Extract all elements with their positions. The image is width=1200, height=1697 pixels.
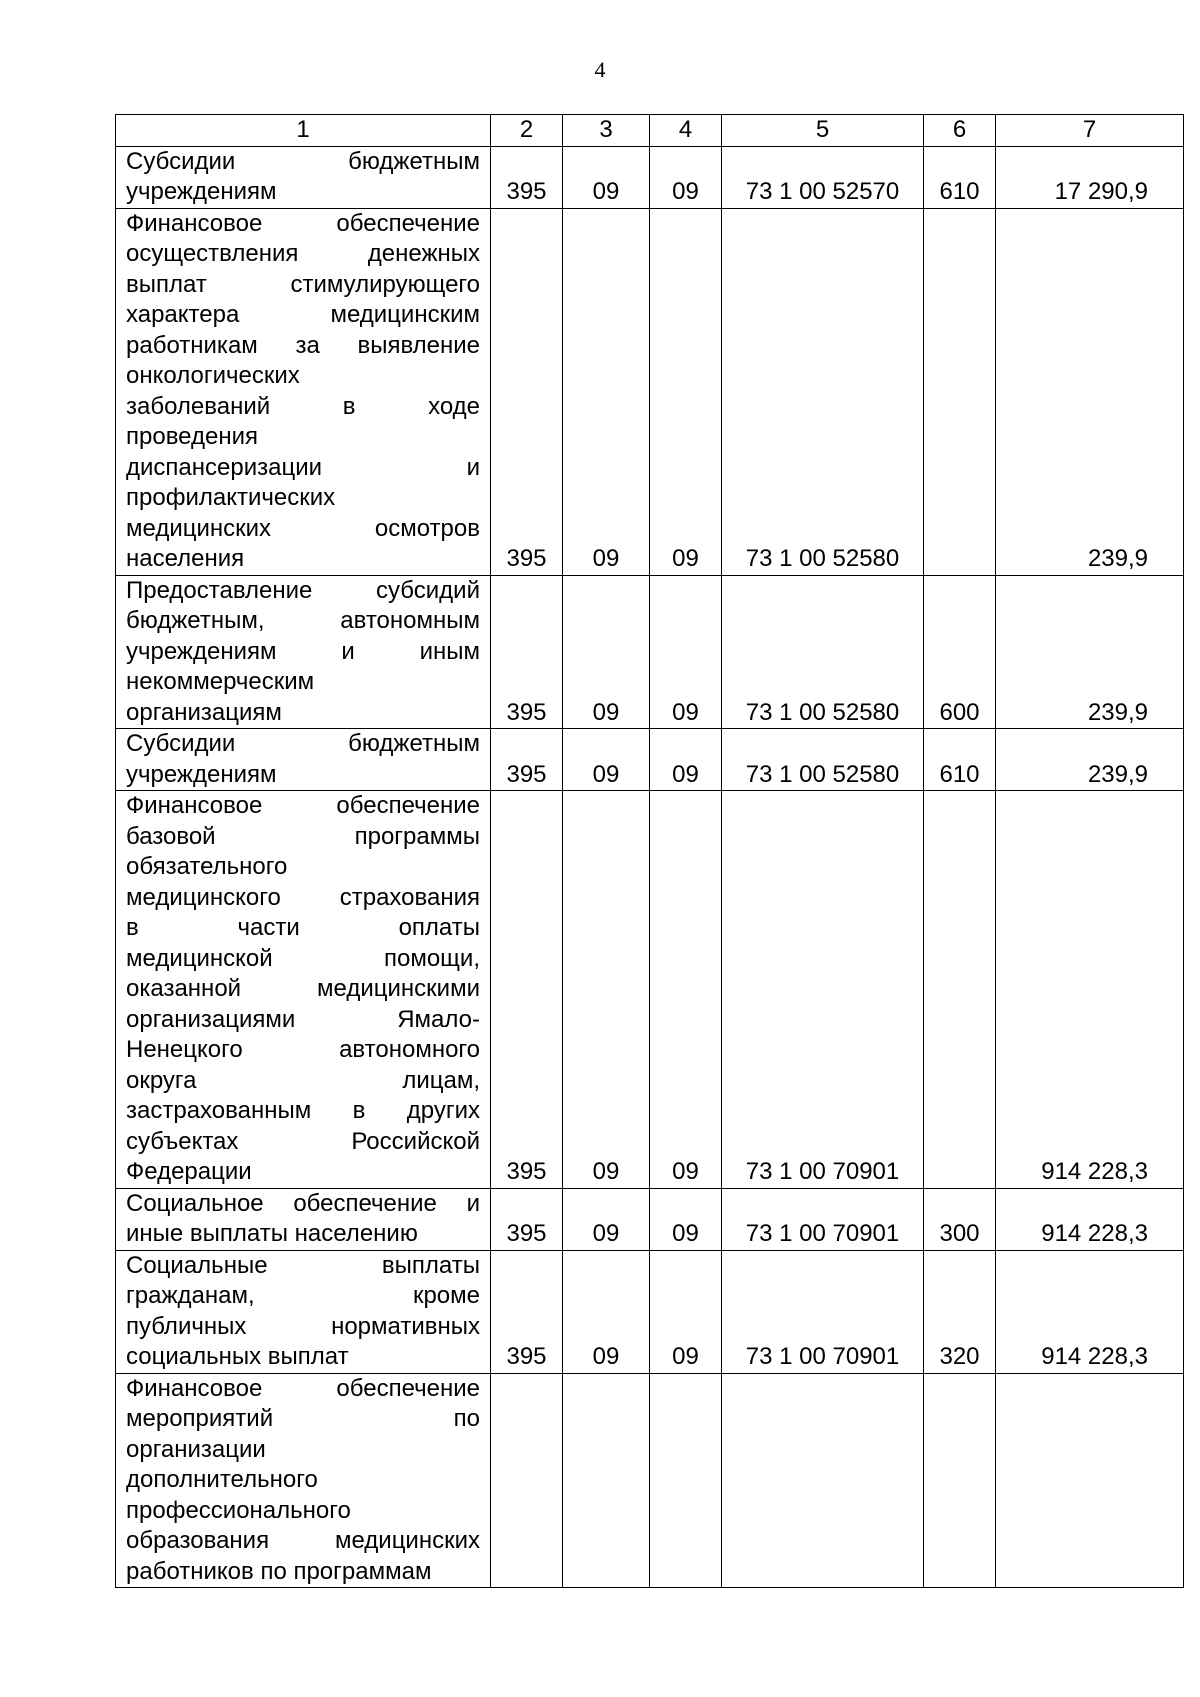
column-header: 7 (996, 115, 1184, 147)
row-name-line: Ненецкого автономного (126, 1036, 480, 1063)
row-name-line: застрахованным в других (126, 1097, 480, 1124)
row-name-line: работников по программам (126, 1557, 432, 1585)
row-name-line: диспансеризации и (126, 453, 480, 481)
row-name-line: Предоставление субсидий (126, 576, 480, 604)
admin-code-cell: 395 (491, 208, 563, 575)
admin-code-cell: 395 (491, 729, 563, 791)
row-name-line: работникам за выявление (126, 331, 480, 359)
row-name-line: профессионального (126, 1496, 351, 1524)
row-name-line: Финансовое обеспечение (126, 209, 480, 237)
admin-code-cell: 395 (491, 146, 563, 208)
admin-code-cell: 395 (491, 1188, 563, 1250)
table-header-row (116, 115, 1184, 147)
section-cell: 09 (563, 208, 650, 575)
row-name-line: социальных выплат (126, 1343, 349, 1370)
row-name-line: Субсидии бюджетным (126, 730, 480, 757)
section-cell (563, 1373, 650, 1588)
row-name-line: некоммерческим (126, 668, 315, 695)
amount-cell (996, 1373, 1184, 1588)
amount-cell: 914 228,3 (996, 1188, 1184, 1250)
section-cell: 09 (563, 575, 650, 729)
row-name-line: оказанной медицинскими (126, 975, 480, 1002)
row-name-line: Финансовое обеспечение (126, 792, 480, 819)
table-row (116, 575, 1184, 729)
expense-type-cell: 320 (924, 1250, 996, 1373)
subsection-cell: 09 (650, 208, 722, 575)
row-name-line: организациям (126, 698, 282, 726)
target-article-cell: 73 1 00 52570 (722, 146, 924, 208)
row-name-cell (116, 575, 491, 729)
table-row (116, 208, 1184, 575)
subsection-cell: 09 (650, 575, 722, 729)
column-header: 2 (491, 115, 563, 147)
row-name-line: образования медицинских (126, 1527, 480, 1554)
row-name-line: организации (126, 1435, 266, 1463)
row-name-cell (116, 208, 491, 575)
column-header: 6 (924, 115, 996, 147)
section-cell: 09 (563, 1188, 650, 1250)
target-article-cell: 73 1 00 52580 (722, 575, 924, 729)
expense-type-cell: 610 (924, 729, 996, 791)
subsection-cell (650, 1373, 722, 1588)
target-article-cell: 73 1 00 70901 (722, 1250, 924, 1373)
subsection-cell: 09 (650, 1188, 722, 1250)
row-name-line: Субсидии бюджетным (126, 147, 480, 175)
row-name-line: онкологических (126, 362, 300, 389)
row-name-cell (116, 146, 491, 208)
subsection-cell: 09 (650, 791, 722, 1189)
amount-cell: 17 290,9 (996, 146, 1184, 208)
row-name-line: Финансовое обеспечение (126, 1374, 480, 1402)
section-cell: 09 (563, 146, 650, 208)
admin-code-cell: 395 (491, 791, 563, 1189)
row-name-line: базовой программы (126, 822, 480, 850)
row-name-cell (116, 791, 491, 1189)
subsection-cell: 09 (650, 1250, 722, 1373)
page-number: 4 (594, 57, 606, 82)
budget-table (115, 114, 1184, 1588)
target-article-cell: 73 1 00 70901 (722, 791, 924, 1189)
section-cell: 09 (563, 729, 650, 791)
target-article-cell (722, 1373, 924, 1588)
section-cell: 09 (563, 1250, 650, 1373)
row-name-line: характера медицинским (126, 301, 480, 328)
column-header: 4 (650, 115, 722, 147)
admin-code-cell (491, 1373, 563, 1588)
amount-cell: 914 228,3 (996, 791, 1184, 1189)
admin-code-cell: 395 (491, 1250, 563, 1373)
row-name-line: учреждениям (126, 760, 277, 788)
target-article-cell: 73 1 00 52580 (722, 208, 924, 575)
table-row (116, 1373, 1184, 1588)
row-name-line: мероприятий по (126, 1405, 480, 1432)
table-row (116, 791, 1184, 1189)
subsection-cell: 09 (650, 729, 722, 791)
row-name-line: осуществления денежных (126, 240, 480, 267)
row-name-line: учреждениям (126, 178, 277, 205)
row-name-line: проведения (126, 423, 258, 450)
row-name-cell (116, 1373, 491, 1588)
row-name-line: иные выплаты населению (126, 1220, 418, 1247)
expense-type-cell (924, 1373, 996, 1588)
row-name-line: медицинской помощи, (126, 944, 480, 972)
row-name-line: заболеваний в ходе (126, 392, 480, 420)
table-row (116, 1188, 1184, 1250)
amount-cell: 239,9 (996, 729, 1184, 791)
expense-type-cell: 600 (924, 575, 996, 729)
target-article-cell: 73 1 00 70901 (722, 1188, 924, 1250)
expense-type-cell (924, 791, 996, 1189)
row-name-line: учреждениям и иным (126, 637, 480, 665)
expense-type-cell: 300 (924, 1188, 996, 1250)
row-name-cell (116, 729, 491, 791)
row-name-line: населения (126, 545, 245, 572)
row-name-line: в части оплаты (126, 914, 480, 941)
admin-code-cell: 395 (491, 575, 563, 729)
table-row (116, 146, 1184, 208)
table-row (116, 1250, 1184, 1373)
row-name-cell (116, 1188, 491, 1250)
column-header: 5 (722, 115, 924, 147)
row-name-cell (116, 1250, 491, 1373)
amount-cell: 239,9 (996, 575, 1184, 729)
amount-cell: 239,9 (996, 208, 1184, 575)
expense-type-cell: 610 (924, 146, 996, 208)
expense-type-cell (924, 208, 996, 575)
row-name-line: округа лицам, (126, 1066, 480, 1094)
row-name-line: субъектах Российской (126, 1127, 480, 1155)
row-name-line: Социальное обеспечение и (126, 1189, 480, 1217)
column-header: 3 (563, 115, 650, 147)
row-name-line: обязательного (126, 853, 288, 880)
row-name-line: организациями Ямало- (126, 1005, 480, 1033)
column-header: 1 (116, 115, 491, 147)
subsection-cell: 09 (650, 146, 722, 208)
row-name-line: профилактических (126, 484, 336, 511)
section-cell: 09 (563, 791, 650, 1189)
target-article-cell: 73 1 00 52580 (722, 729, 924, 791)
row-name-line: Социальные выплаты (126, 1251, 480, 1279)
row-name-line: выплат стимулирующего (126, 270, 480, 298)
amount-cell: 914 228,3 (996, 1250, 1184, 1373)
row-name-line: бюджетным, автономным (126, 607, 480, 634)
row-name-line: медицинского страхования (126, 883, 480, 911)
table-row (116, 729, 1184, 791)
row-name-line: медицинских осмотров (126, 514, 480, 542)
row-name-line: Федерации (126, 1158, 252, 1185)
row-name-line: публичных нормативных (126, 1312, 480, 1340)
row-name-line: дополнительного (126, 1466, 318, 1493)
row-name-line: гражданам, кроме (126, 1282, 480, 1309)
